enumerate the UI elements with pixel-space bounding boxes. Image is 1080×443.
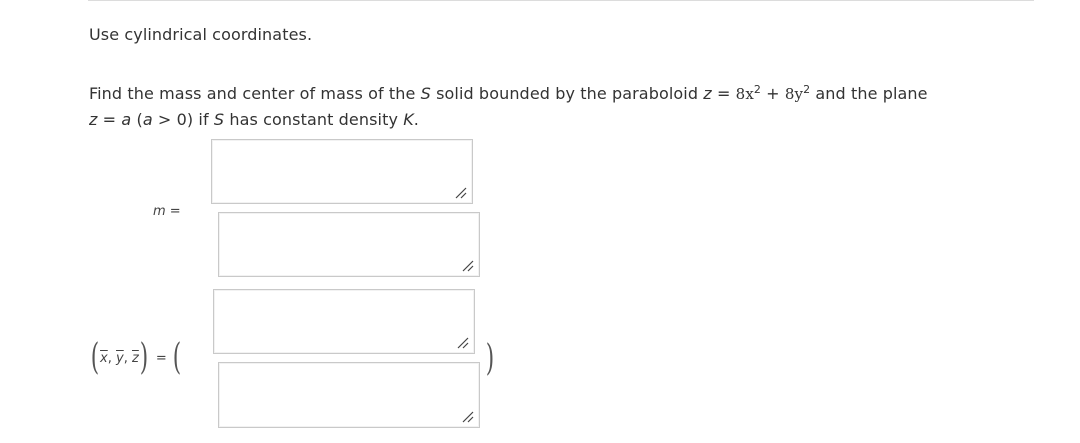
var-z: z	[703, 84, 712, 103]
density-K: K	[403, 110, 414, 129]
answer-close-paren-wrap	[483, 338, 497, 380]
condition-rest: > 0) if	[152, 110, 214, 129]
cm-sep-1: ,	[107, 350, 117, 366]
resize-handle-icon[interactable]	[460, 258, 474, 272]
problem-text-4: has constant density	[224, 110, 404, 129]
zbar-symbol: $\overline{z}$	[131, 350, 139, 366]
answer-close-paren: )	[485, 338, 495, 379]
cm-open-paren: (	[90, 337, 100, 378]
plus-sign: +	[760, 84, 785, 103]
mass-label	[153, 204, 181, 219]
instruction-text: Use cylindrical coordinates.	[89, 25, 313, 44]
period: .	[413, 110, 419, 129]
equals-sign: =	[711, 84, 736, 103]
problem-text-1: Find the mass and center of mass of the	[89, 84, 421, 103]
exponent-2: 2	[803, 83, 811, 96]
var-a-2: a	[142, 110, 153, 129]
var-z-plane: z	[89, 110, 98, 129]
mass-var: m	[153, 204, 166, 219]
term-8x: 8x	[735, 85, 754, 103]
problem-statement	[89, 81, 1049, 133]
cm-coordinates	[100, 351, 139, 366]
mass-eq: =	[165, 204, 181, 219]
term-8y: 8y	[784, 85, 804, 103]
ybar-symbol: $\overline{y}$	[116, 350, 124, 366]
top-divider	[88, 0, 1034, 1]
resize-handle-icon[interactable]	[453, 185, 467, 199]
cm-sep-2: ,	[123, 350, 132, 366]
solid-name-2: S	[213, 110, 225, 129]
cm-equals: =	[155, 350, 167, 366]
resize-handle-icon[interactable]	[455, 335, 469, 349]
solid-name: S	[420, 84, 431, 103]
exponent-1: 2	[753, 83, 761, 96]
zbar-answer-input[interactable]	[218, 362, 480, 428]
problem-text-2: solid bounded by the paraboloid	[430, 84, 704, 103]
mass-answer-input[interactable]	[211, 139, 473, 204]
condition-open: (	[131, 110, 143, 129]
xbar-symbol: $\overline{x}$	[100, 350, 108, 366]
equals-sign-2: =	[97, 110, 122, 129]
var-a: a	[121, 110, 132, 129]
resize-handle-icon[interactable]	[460, 409, 474, 423]
xbar-answer-input[interactable]	[218, 212, 480, 277]
ybar-answer-input[interactable]	[213, 289, 475, 354]
answer-open-paren: (	[172, 337, 182, 378]
problem-text-3: and the plane	[810, 84, 928, 103]
center-of-mass-label	[88, 337, 184, 379]
cm-close-paren: )	[139, 337, 149, 378]
